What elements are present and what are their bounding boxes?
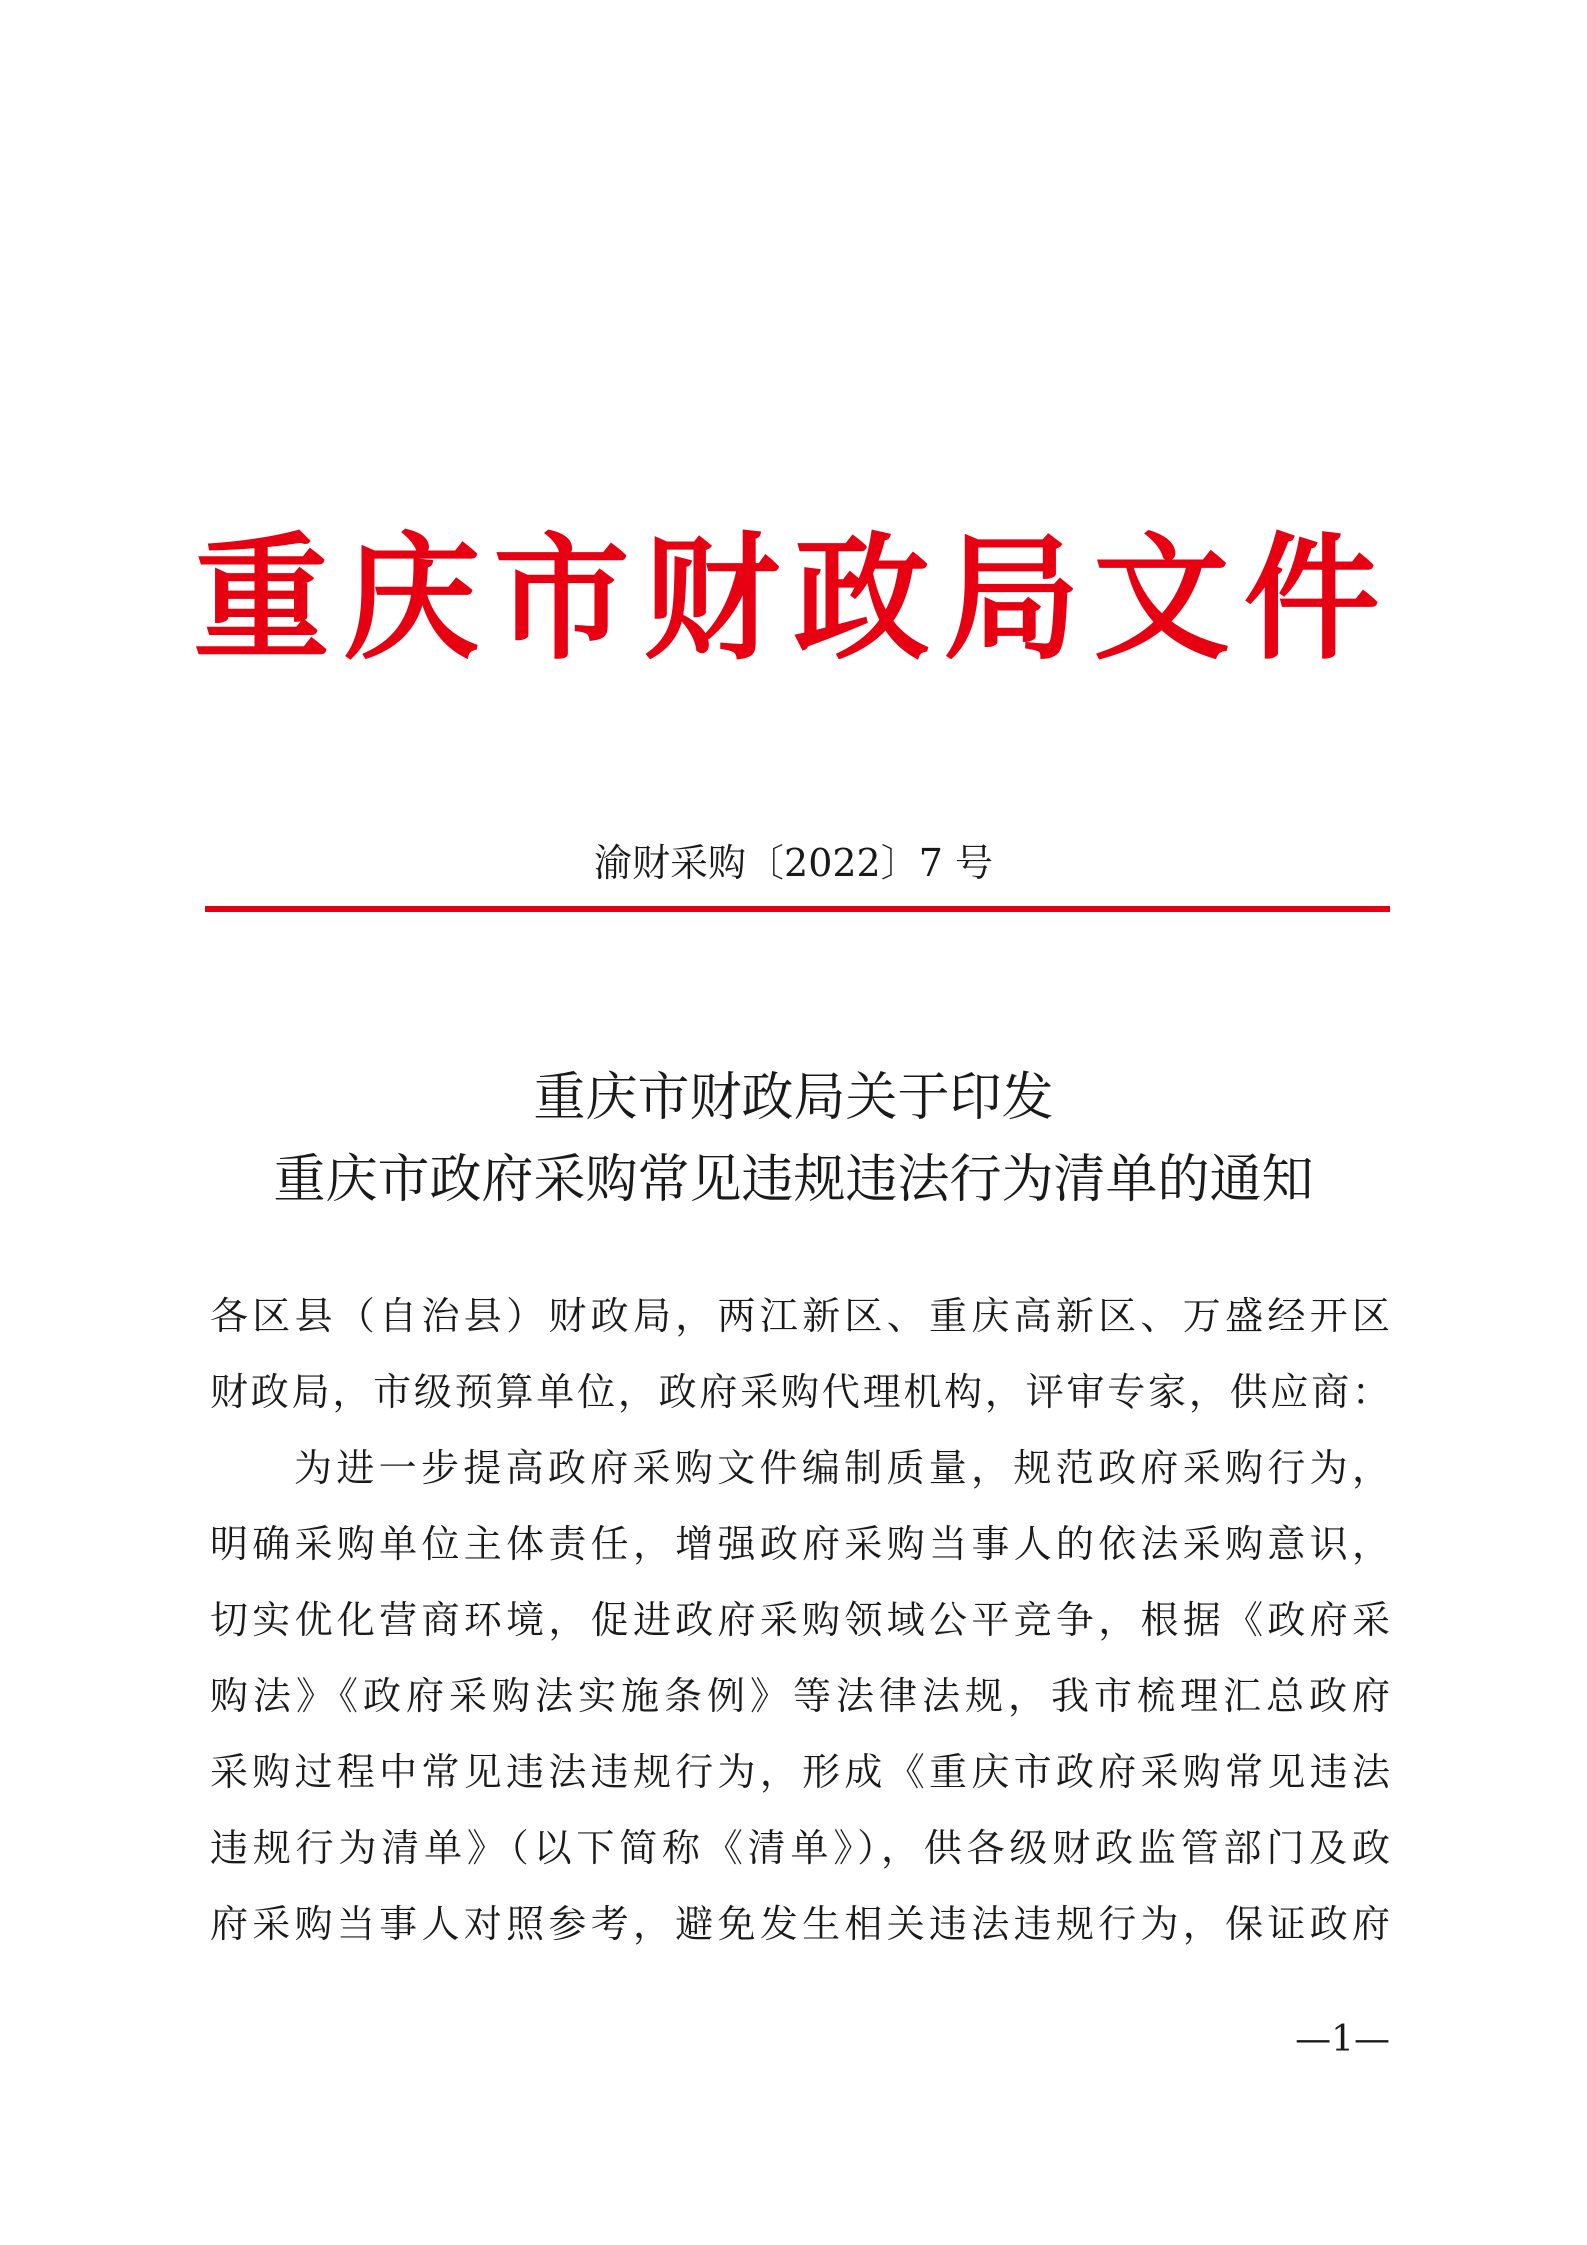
body-line: 切实优化营商环境，促进政府采购领域公平竞争，根据《政府采 (210, 1598, 1390, 1642)
body-line: 财政局，市级预算单位，政府采购代理机构，评审专家，供应商： (210, 1370, 1390, 1414)
notice-title-line-1: 重庆市财政局关于印发 (533, 1068, 1054, 1128)
page-number: —1— (1295, 2019, 1390, 2060)
body-line: 为进一步提高政府采购文件编制质量，规范政府采购行为， (294, 1446, 1390, 1490)
red-divider-line (205, 906, 1390, 912)
notice-title-line-2: 重庆市政府采购常见违规违法行为清单的通知 (273, 1150, 1314, 1210)
body-line: 明确采购单位主体责任，增强政府采购当事人的依法采购意识， (210, 1522, 1390, 1566)
body-line: 各区县（自治县）财政局，两江新区、重庆高新区、万盛经开区 (210, 1294, 1390, 1338)
body-line: 购法》《政府采购法实施条例》等法律法规，我市梳理汇总政府 (210, 1674, 1390, 1718)
body-line: 府采购当事人对照参考，避免发生相关违法违规行为，保证政府 (210, 1902, 1390, 1946)
masthead-title: 重庆市财政局文件 (193, 521, 1394, 679)
document-number: 渝财采购〔2022〕7 号 (594, 841, 993, 885)
body-line: 采购过程中常见违法违规行为，形成《重庆市政府采购常见违法 (210, 1750, 1390, 1794)
body-line: 违规行为清单》（以下简称《清单》），供各级财政监管部门及政 (210, 1826, 1390, 1870)
